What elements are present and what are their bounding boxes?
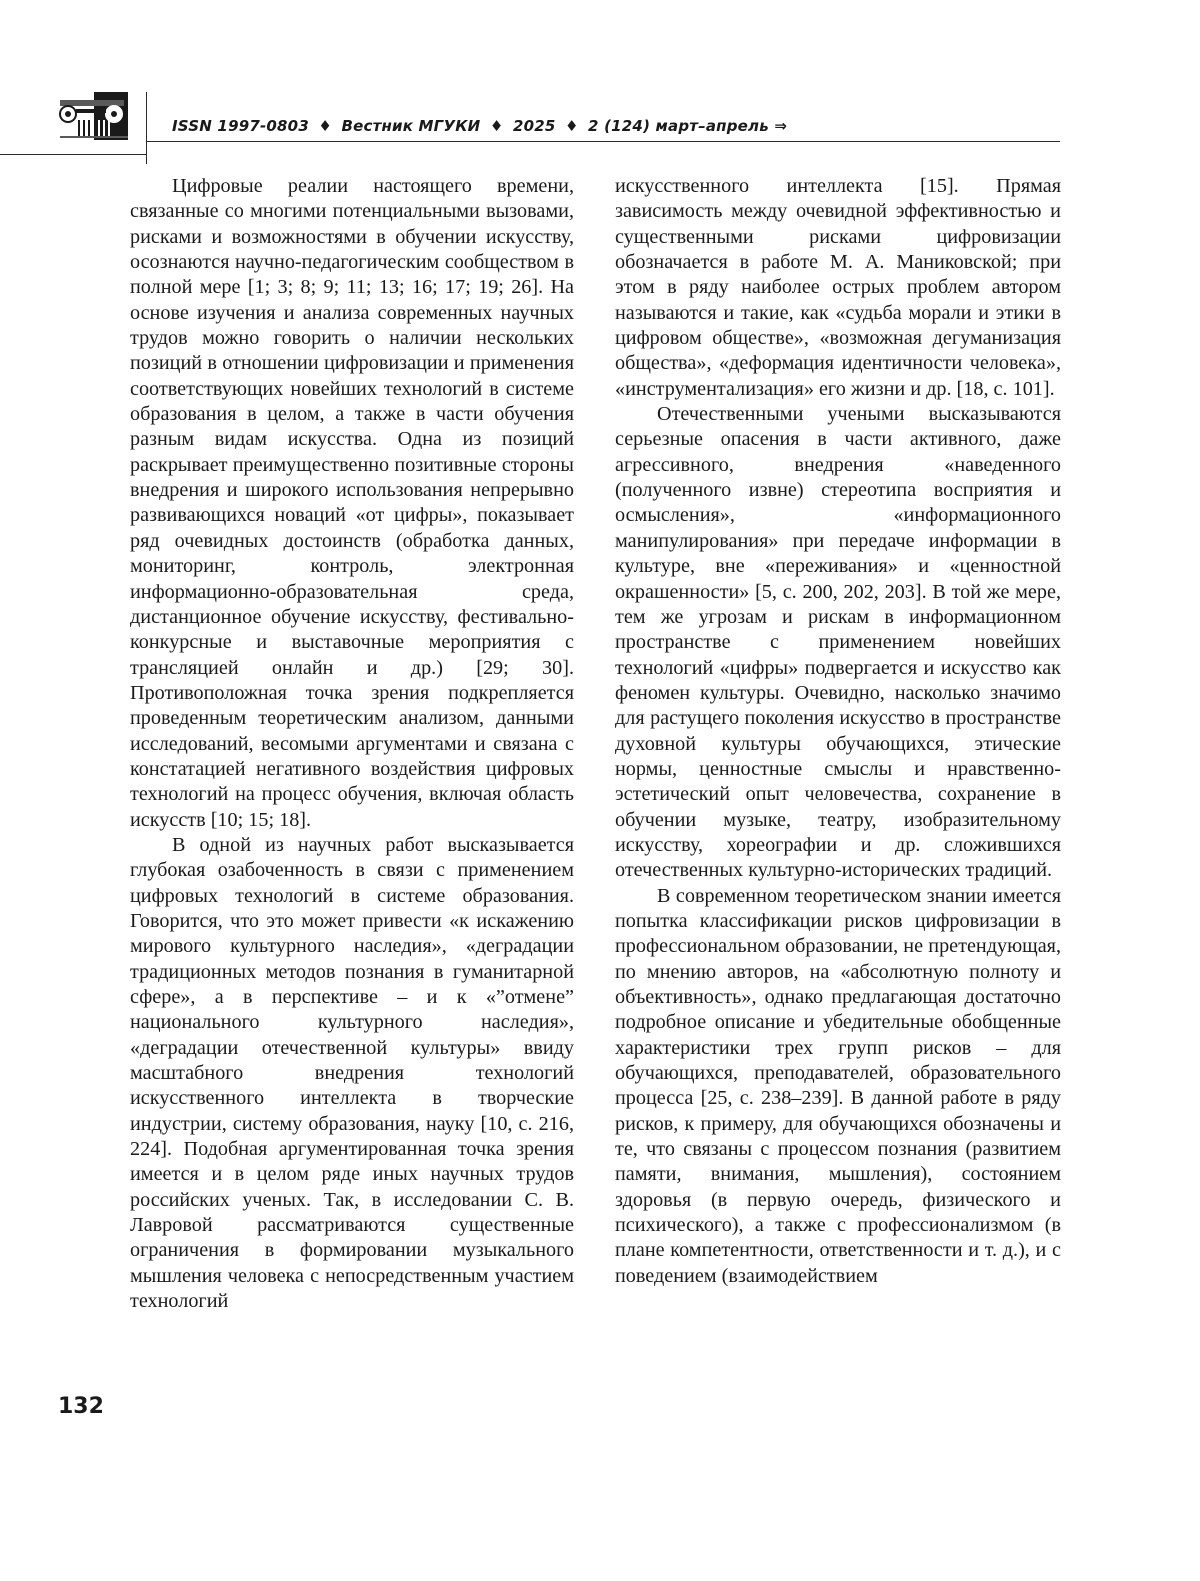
paragraph: Цифровые реалии настоящего времени, связанные со многими потенциальными вызовами, рисками и возможностями в обучении искусству, осознаются научно-педагогическим сообществом в полной мере [1; 3; 8; 9; 11; 13; 16; 17; 19; 26]. На основе изучения и анализа современных научных трудов можно говорить о наличии нескольких позиций в отношении цифровизации и применения соответствующих новейших технологий в системе образования в целом, а также в части обучения разным видам искусства. Одна из позиций раскрывает преимущественно позитивные стороны внедрения и широкого использования непрерывно развивающихся новаций «от цифры», показывает ряд очевидных достоинств (обработка данных, мониторинг, контроль, электронная информационно-образовательная среда, дистанционное обучение искусству, фестивально-конкурсные и выставочные мероприятия с трансляцией онлайн и др.) [29; 30]. Противоположная точка зрения подкрепляется проведенным теоретическим анализом, данными исследований, весомыми аргументами и связана с констатацией негативного воздействия цифровых технологий на процесс обучения, включая область искусств [10; 15; 18]. — [130, 175, 574, 831]
paragraph: В одной из научных работ высказывается глубокая озабоченность в связи с применением цифровых технологий в системе образования. Говорится, что это может привести «к искажению мирового культурного наследия», «деградации традиционных методов познания в гуманитарной сфере», а в перспективе – и к «”отмене” национального культурного наследия», «деградации отечественной культуры» ввиду масштабного внедрения технологий искусственного интеллекта в творческие индустрии, систему образования, науку [10, с. 216, 224]. Подобная аргументированная точка зрения имеется и в целом ряде иных научных трудов российских ученых. Так, в исследовании С. В. Лавровой рассматриваются существенные ограничения в формировании музыкального мышления человека с непосредственным участием технологий — [130, 833, 574, 1313]
issue-number: 2 (124) март–апрель — [588, 117, 769, 135]
running-header — [0, 84, 1200, 164]
separator-diamond: ♦ — [318, 117, 333, 135]
issue-year: 2025 — [512, 117, 556, 135]
header-vertical-rule — [146, 92, 147, 164]
issn: ISSN 1997-0803 — [172, 117, 309, 135]
left-column — [130, 174, 574, 1314]
ionic-column-capital-icon — [58, 90, 130, 142]
paragraph-continued: искусственного интеллекта [15]. Прямая зависимость между очевидной эффективностью и существенными рисками цифровизации обозначается в работе М. А. Маниковской; при этом в ряду наиболее острых проблем автором называются и такие, как «судьба морали и этики в цифровом обществе», «возможная дегуманизация общества», «деформация идентичности человека», «инструментализация» его жизни и др. [18, с. 101]. — [615, 175, 1061, 400]
arrow-icon: ⇒ — [774, 117, 788, 135]
page-number: 132 — [58, 1394, 104, 1419]
right-column — [615, 174, 1061, 1289]
paragraph: В современном теоретическом знании имеется попытка классификации рисков цифровизации в профессиональном образовании, не претендующая, по мнению авторов, на «абсолютную полноту и объективность», однако предлагающая достаточно подробное описание и убедительные обобщенные характеристики трех групп рисков – для обучающихся, преподавателей, образовательного процесса [25, с. 238–239]. В данной работе в ряду рисков, к примеру, для обучающихся обозначены и те, что связаны с процессом познания (развитием памяти, внимания, мышления), состоянием здоровья (в первую очередь, физического и психического), а также с профессионализмом (в плане компетентности, ответственности и т. д.), и с поведением (взаимодействием — [615, 884, 1061, 1287]
separator-diamond: ♦ — [489, 117, 504, 135]
separator-diamond: ♦ — [564, 117, 579, 135]
paragraph: Отечественными учеными высказываются серьезные опасения в части активного, даже агрессивного, внедрения «наведенного (полученного извне) стереотипа восприятия и осмысления», «информационного манипулирования» при передаче информации в культуре, вне «переживания» и «ценностной окрашенности» [5, с. 200, 202, 203]. В той же мере, тем же угрозам и рискам в информационном пространстве с применением новейших технологий «цифры» подвергается и искусство как феномен культуры. Очевидно, насколько значимо для растущего поколения искусство в пространстве духовной культуры обучающихся, этические нормы, ценностные смыслы и нравственно-эстетический опыт человечества, сохранение в обучении музыке, театру, изобразительному искусству, хореографии и др. сложившихся отечественных культурно-исторических традиций. — [615, 403, 1061, 882]
journal-header-line — [172, 117, 787, 135]
header-left-rule — [0, 154, 146, 155]
header-bottom-rule — [146, 141, 1060, 142]
journal-name: Вестник МГУКИ — [341, 117, 481, 135]
